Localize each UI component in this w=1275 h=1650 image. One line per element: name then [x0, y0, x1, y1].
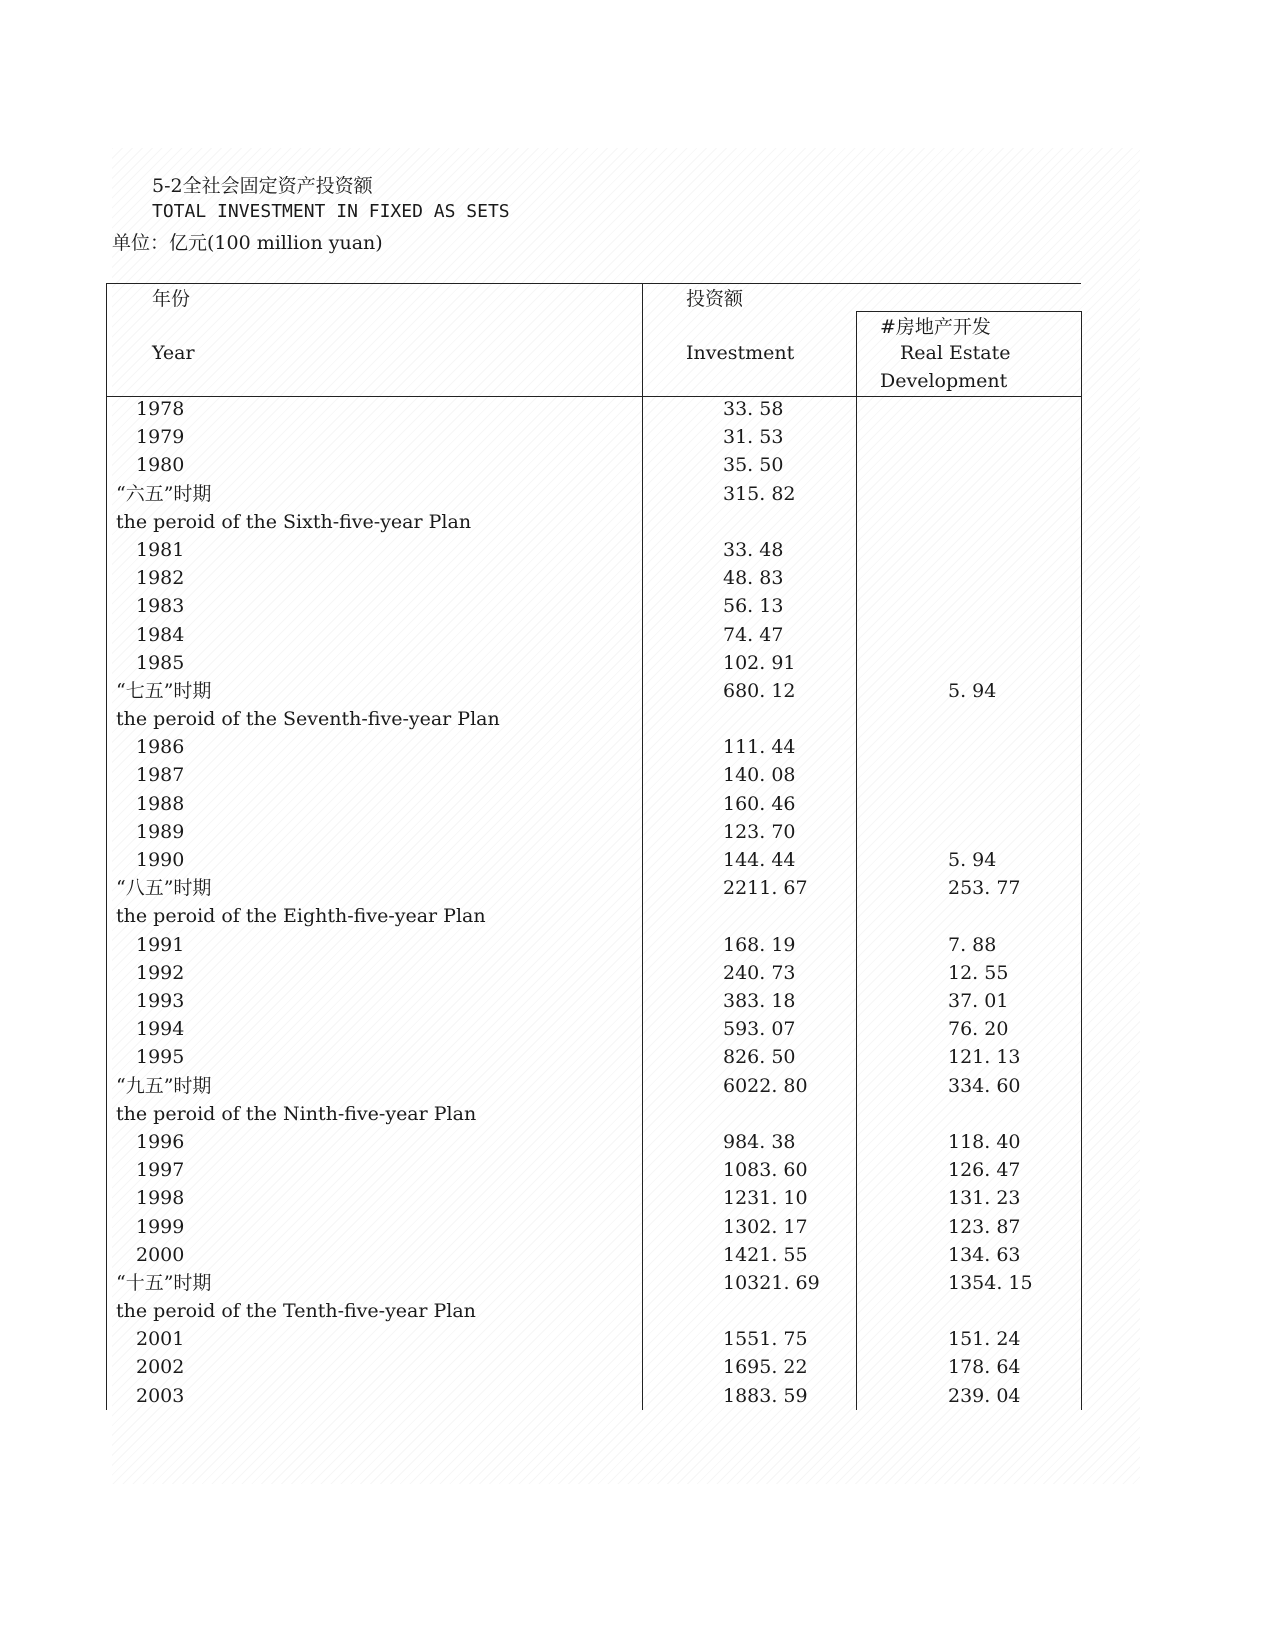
row-label: 2001 — [136, 1328, 185, 1350]
table-left-border — [106, 283, 107, 1410]
row-label: “八五”时期 — [116, 877, 212, 899]
investment-cell: 144. 44 — [723, 849, 796, 871]
table-top-border — [106, 283, 1081, 284]
table-row — [112, 591, 1140, 621]
investment-cell: 33. 48 — [723, 539, 784, 561]
row-label: 1994 — [136, 1018, 185, 1040]
investment-cell: 1302. 17 — [723, 1216, 808, 1238]
row-label: 1993 — [136, 990, 185, 1012]
real-estate-cell: 1354. 15 — [948, 1272, 1033, 1294]
investment-cell: 1551. 75 — [723, 1328, 808, 1350]
investment-cell: 984. 38 — [723, 1131, 796, 1153]
real-estate-cell: 121. 13 — [948, 1046, 1021, 1068]
row-label: the peroid of the Sixth-five-year Plan — [116, 511, 472, 533]
investment-cell: 315. 82 — [723, 483, 796, 505]
row-label: 1988 — [136, 793, 185, 815]
table-row — [112, 1099, 1140, 1129]
table-row — [112, 1240, 1140, 1270]
row-label: 1978 — [136, 398, 185, 420]
investment-cell: 383. 18 — [723, 990, 796, 1012]
real-estate-cell: 12. 55 — [948, 962, 1009, 984]
investment-cell: 123. 70 — [723, 821, 796, 843]
row-label: the peroid of the Seventh-five-year Plan — [116, 708, 500, 730]
table-row — [112, 817, 1140, 847]
table-row — [112, 479, 1140, 509]
investment-cell: 826. 50 — [723, 1046, 796, 1068]
table-row — [112, 732, 1140, 762]
row-label: “九五”时期 — [116, 1075, 212, 1097]
table-row — [112, 1212, 1140, 1242]
table-row — [112, 620, 1140, 650]
real-estate-cell: 131. 23 — [948, 1187, 1021, 1209]
table-row — [112, 760, 1140, 790]
table-row — [112, 930, 1140, 960]
table-row — [112, 958, 1140, 988]
row-label: 1979 — [136, 426, 185, 448]
table-row — [112, 873, 1140, 903]
investment-cell: 33. 58 — [723, 398, 784, 420]
table-row — [112, 648, 1140, 678]
row-label: the peroid of the Tenth-five-year Plan — [116, 1300, 476, 1322]
header-real-estate-en-line2: Development — [880, 370, 1008, 392]
row-label: 1998 — [136, 1187, 185, 1209]
header-investment-en: Investment — [686, 342, 795, 364]
table-row — [112, 1127, 1140, 1157]
investment-cell: 35. 50 — [723, 454, 784, 476]
header-investment-cn: 投资额 — [686, 288, 744, 310]
table-row — [112, 1183, 1140, 1213]
investment-cell: 10321. 69 — [723, 1272, 820, 1294]
real-estate-cell: 5. 94 — [948, 849, 997, 871]
table-row — [112, 901, 1140, 931]
row-label: 1987 — [136, 764, 185, 786]
investment-cell: 1695. 22 — [723, 1356, 808, 1378]
real-estate-cell: 253. 77 — [948, 877, 1021, 899]
unit-label: 单位：亿元(100 million yuan) — [112, 232, 383, 254]
table-row — [112, 789, 1140, 819]
real-estate-cell: 5. 94 — [948, 680, 997, 702]
real-estate-cell: 118. 40 — [948, 1131, 1021, 1153]
table-row — [112, 535, 1140, 565]
header-real-estate-en-line1: Real Estate — [900, 342, 1011, 364]
investment-cell: 240. 73 — [723, 962, 796, 984]
row-label: “七五”时期 — [116, 680, 212, 702]
investment-cell: 2211. 67 — [723, 877, 808, 899]
investment-cell: 593. 07 — [723, 1018, 796, 1040]
investment-cell: 1231. 10 — [723, 1187, 808, 1209]
row-label: 1982 — [136, 567, 185, 589]
table-row — [112, 845, 1140, 875]
investment-cell: 160. 46 — [723, 793, 796, 815]
real-estate-cell: 239. 04 — [948, 1385, 1021, 1407]
header-year-en: Year — [152, 342, 195, 364]
table-row — [112, 1352, 1140, 1382]
row-label: 2000 — [136, 1244, 185, 1266]
investment-cell: 1883. 59 — [723, 1385, 808, 1407]
row-label: 1990 — [136, 849, 185, 871]
row-label: 2002 — [136, 1356, 185, 1378]
table-row — [112, 1296, 1140, 1326]
investment-cell: 31. 53 — [723, 426, 784, 448]
header-year-cn: 年份 — [152, 288, 191, 310]
real-estate-cell: 37. 01 — [948, 990, 1009, 1012]
table-row — [112, 704, 1140, 734]
row-label: 1984 — [136, 624, 185, 646]
table-row — [112, 676, 1140, 706]
table-row — [112, 394, 1140, 424]
table-row — [112, 422, 1140, 452]
row-label: 1991 — [136, 934, 185, 956]
row-label: 2003 — [136, 1385, 185, 1407]
real-estate-cell: 334. 60 — [948, 1075, 1021, 1097]
table-row — [112, 450, 1140, 480]
investment-cell: 48. 83 — [723, 567, 784, 589]
real-estate-cell: 7. 88 — [948, 934, 997, 956]
row-label: 1983 — [136, 595, 185, 617]
real-estate-cell: 134. 63 — [948, 1244, 1021, 1266]
investment-cell: 6022. 80 — [723, 1075, 808, 1097]
header-real-estate-cn: #房地产开发 — [880, 316, 991, 338]
table-row — [112, 507, 1140, 537]
row-label: 1999 — [136, 1216, 185, 1238]
row-label: 1996 — [136, 1131, 185, 1153]
row-label: the peroid of the Eighth-five-year Plan — [116, 905, 486, 927]
row-label: 1980 — [136, 454, 185, 476]
row-label: 1995 — [136, 1046, 185, 1068]
real-estate-cell: 126. 47 — [948, 1159, 1021, 1181]
table-row — [112, 1042, 1140, 1072]
table-row — [112, 1014, 1140, 1044]
investment-cell: 74. 47 — [723, 624, 784, 646]
row-label: 1997 — [136, 1159, 185, 1181]
investment-cell: 1083. 60 — [723, 1159, 808, 1181]
investment-cell: 111. 44 — [723, 736, 796, 758]
investment-cell: 56. 13 — [723, 595, 784, 617]
row-label: 1985 — [136, 652, 185, 674]
row-label: 1992 — [136, 962, 185, 984]
real-estate-cell: 123. 87 — [948, 1216, 1021, 1238]
table-row — [112, 1155, 1140, 1185]
investment-cell: 140. 08 — [723, 764, 796, 786]
real-estate-cell: 76. 20 — [948, 1018, 1009, 1040]
investment-cell: 168. 19 — [723, 934, 796, 956]
row-label: 1986 — [136, 736, 185, 758]
table-title-en: TOTAL INVESTMENT IN FIXED AS SETS — [152, 201, 510, 222]
table-row — [112, 1381, 1140, 1411]
table-row — [112, 1071, 1140, 1101]
investment-cell: 102. 91 — [723, 652, 796, 674]
row-label: “六五”时期 — [116, 483, 212, 505]
table-row — [112, 1268, 1140, 1298]
real-estate-cell: 151. 24 — [948, 1328, 1021, 1350]
table-row — [112, 986, 1140, 1016]
row-label: 1981 — [136, 539, 185, 561]
row-label: “十五”时期 — [116, 1272, 212, 1294]
row-label: 1989 — [136, 821, 185, 843]
table-row — [112, 1324, 1140, 1354]
investment-cell: 1421. 55 — [723, 1244, 808, 1266]
investment-cell: 680. 12 — [723, 680, 796, 702]
table-row — [112, 563, 1140, 593]
row-label: the peroid of the Ninth-five-year Plan — [116, 1103, 477, 1125]
table-title-cn: 5-2全社会固定资产投资额 — [152, 175, 373, 197]
real-estate-cell: 178. 64 — [948, 1356, 1021, 1378]
